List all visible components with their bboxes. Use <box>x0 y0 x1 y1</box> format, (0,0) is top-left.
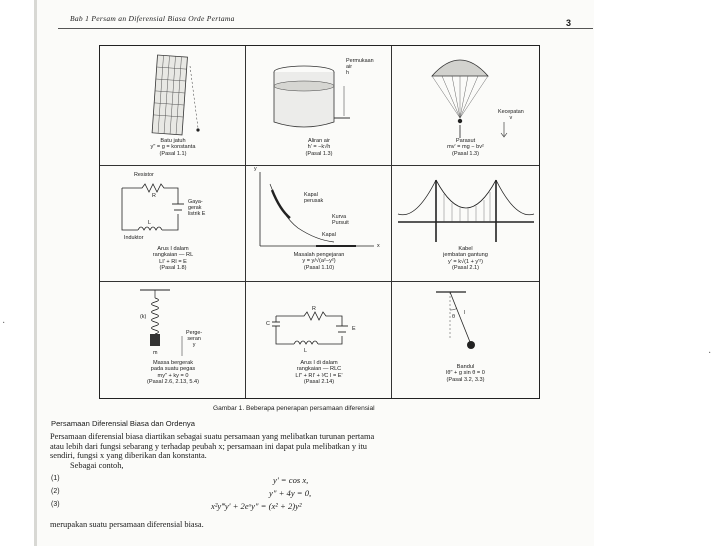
ship-label: Kapal <box>322 232 336 238</box>
destroyer-label: Kapal perusak <box>304 192 324 204</box>
rlc-r-label: R <box>312 306 316 312</box>
paragraph-line: atau lebih dari fungsi sebarang y terhadap peubah x; persamaan ini dapat pula melibatkan y itu <box>50 441 367 451</box>
figure-cell-falling-stone <box>100 46 246 166</box>
figure-cell-rlc-circuit <box>246 282 392 398</box>
body-paragraph <box>50 432 565 470</box>
l-label: L <box>148 220 151 226</box>
speed-label: Kecepatan v <box>498 109 524 121</box>
figure-cell-pendulum <box>392 282 539 398</box>
pendulum-theta-label: θ <box>452 314 455 320</box>
equation-number: (2) <box>51 488 60 495</box>
equation-number: (1) <box>51 475 60 482</box>
section-title: Persamaan Diferensial Biasa dan Ordenya <box>51 419 195 428</box>
emf-label: Gaya- gerak listrik E <box>188 199 206 217</box>
figure-cell-parachute <box>392 46 539 166</box>
r-label: R <box>152 193 156 199</box>
x-axis-label: x <box>377 243 380 249</box>
figure-cell-rl-circuit <box>100 166 246 282</box>
figure-grid <box>99 45 540 399</box>
pendulum-l-label: l <box>464 310 466 316</box>
inductor-label: Induktor <box>124 235 144 241</box>
scan-edge <box>34 0 37 546</box>
spring-k-label: (k) <box>140 314 147 320</box>
equation-number: (3) <box>51 501 60 508</box>
figure-cell-spring-mass <box>100 282 246 398</box>
figure-caption: Masalah pengejaran y = y/√(a²−y²) (Pasal 1.10) <box>293 252 345 271</box>
page-number: 3 <box>566 18 572 28</box>
paragraph-line: Persamaan diferensial biasa diartikan sebagai suatu persamaan yang melibatkan turunan pertama <box>50 432 375 441</box>
equation-row <box>51 475 571 487</box>
margin-mark: · <box>2 318 6 329</box>
figure-caption: Batu jatuh y" = g = konstanta (Pasal 1.1) <box>150 138 196 157</box>
equation: y' = cos x, <box>273 475 309 485</box>
running-title: Bab 1 Persam an Diferensial Biasa Orde Pertama <box>70 14 235 23</box>
figure-caption: Arus I dalam rangkaian — RL LI' + RI = E (Pasal 1.8) <box>152 246 194 272</box>
rlc-l-label: L <box>304 348 307 354</box>
equation: x²y‴y' + 2eˣy" = (x² + 2)y² <box>211 501 302 511</box>
surface-label: Permukaan air h <box>346 58 374 76</box>
rlc-e-label: E <box>352 326 356 332</box>
curve-label: Kurva Pursuit <box>332 214 349 226</box>
y-axis-label: y <box>254 166 257 172</box>
margin-mark: · <box>708 348 712 359</box>
stone-icon <box>196 128 199 131</box>
figure-cell-bridge <box>392 166 539 282</box>
mass-label: m <box>153 350 158 356</box>
figure-caption-main: Gambar 1. Beberapa penerapan persamaan diferensial <box>213 405 375 412</box>
figure-cell-pursuit <box>246 166 392 282</box>
header-rule <box>58 28 593 29</box>
figure-caption: Bandul lθ" + g sin θ = 0 (Pasal 3.2, 3.3) <box>446 364 485 383</box>
figure-caption: Parasut mv' = mg − bv² (Pasal 1.3) <box>447 138 484 157</box>
paragraph-line: Sebagai contoh, <box>70 460 124 470</box>
equation: y" + 4y = 0, <box>269 488 312 498</box>
rlc-c-label: C <box>266 321 270 327</box>
paragraph-line: sendiri, fungsi x yang diberikan dan konstanta. <box>50 451 207 461</box>
equation-row <box>51 501 571 513</box>
shift-label: Perge- seran y <box>186 330 203 348</box>
resistor-label: Resistor <box>134 172 154 178</box>
figure-caption: Massa bergerak pada suatu pegas my" + ky = 0 (Pasal 2.6, 2.13, 5.4) <box>147 360 199 386</box>
equation-row <box>51 488 571 500</box>
figure-caption: Arus I di dalam rangkaian — RLC LI" + RI' + ¹⁄C I = E' (Pasal 2.14) <box>295 360 343 386</box>
figure-caption: Kabel jembatan gantung y' = k√(1 + y'²) (Pasal 2.1) <box>443 246 488 272</box>
figure-caption: Aliran air h' = −k√h (Pasal 1.3) <box>305 138 333 157</box>
figure-cell-water-flow <box>246 46 392 166</box>
closing-sentence: merupakan suatu persamaan diferensial biasa. <box>50 520 204 529</box>
